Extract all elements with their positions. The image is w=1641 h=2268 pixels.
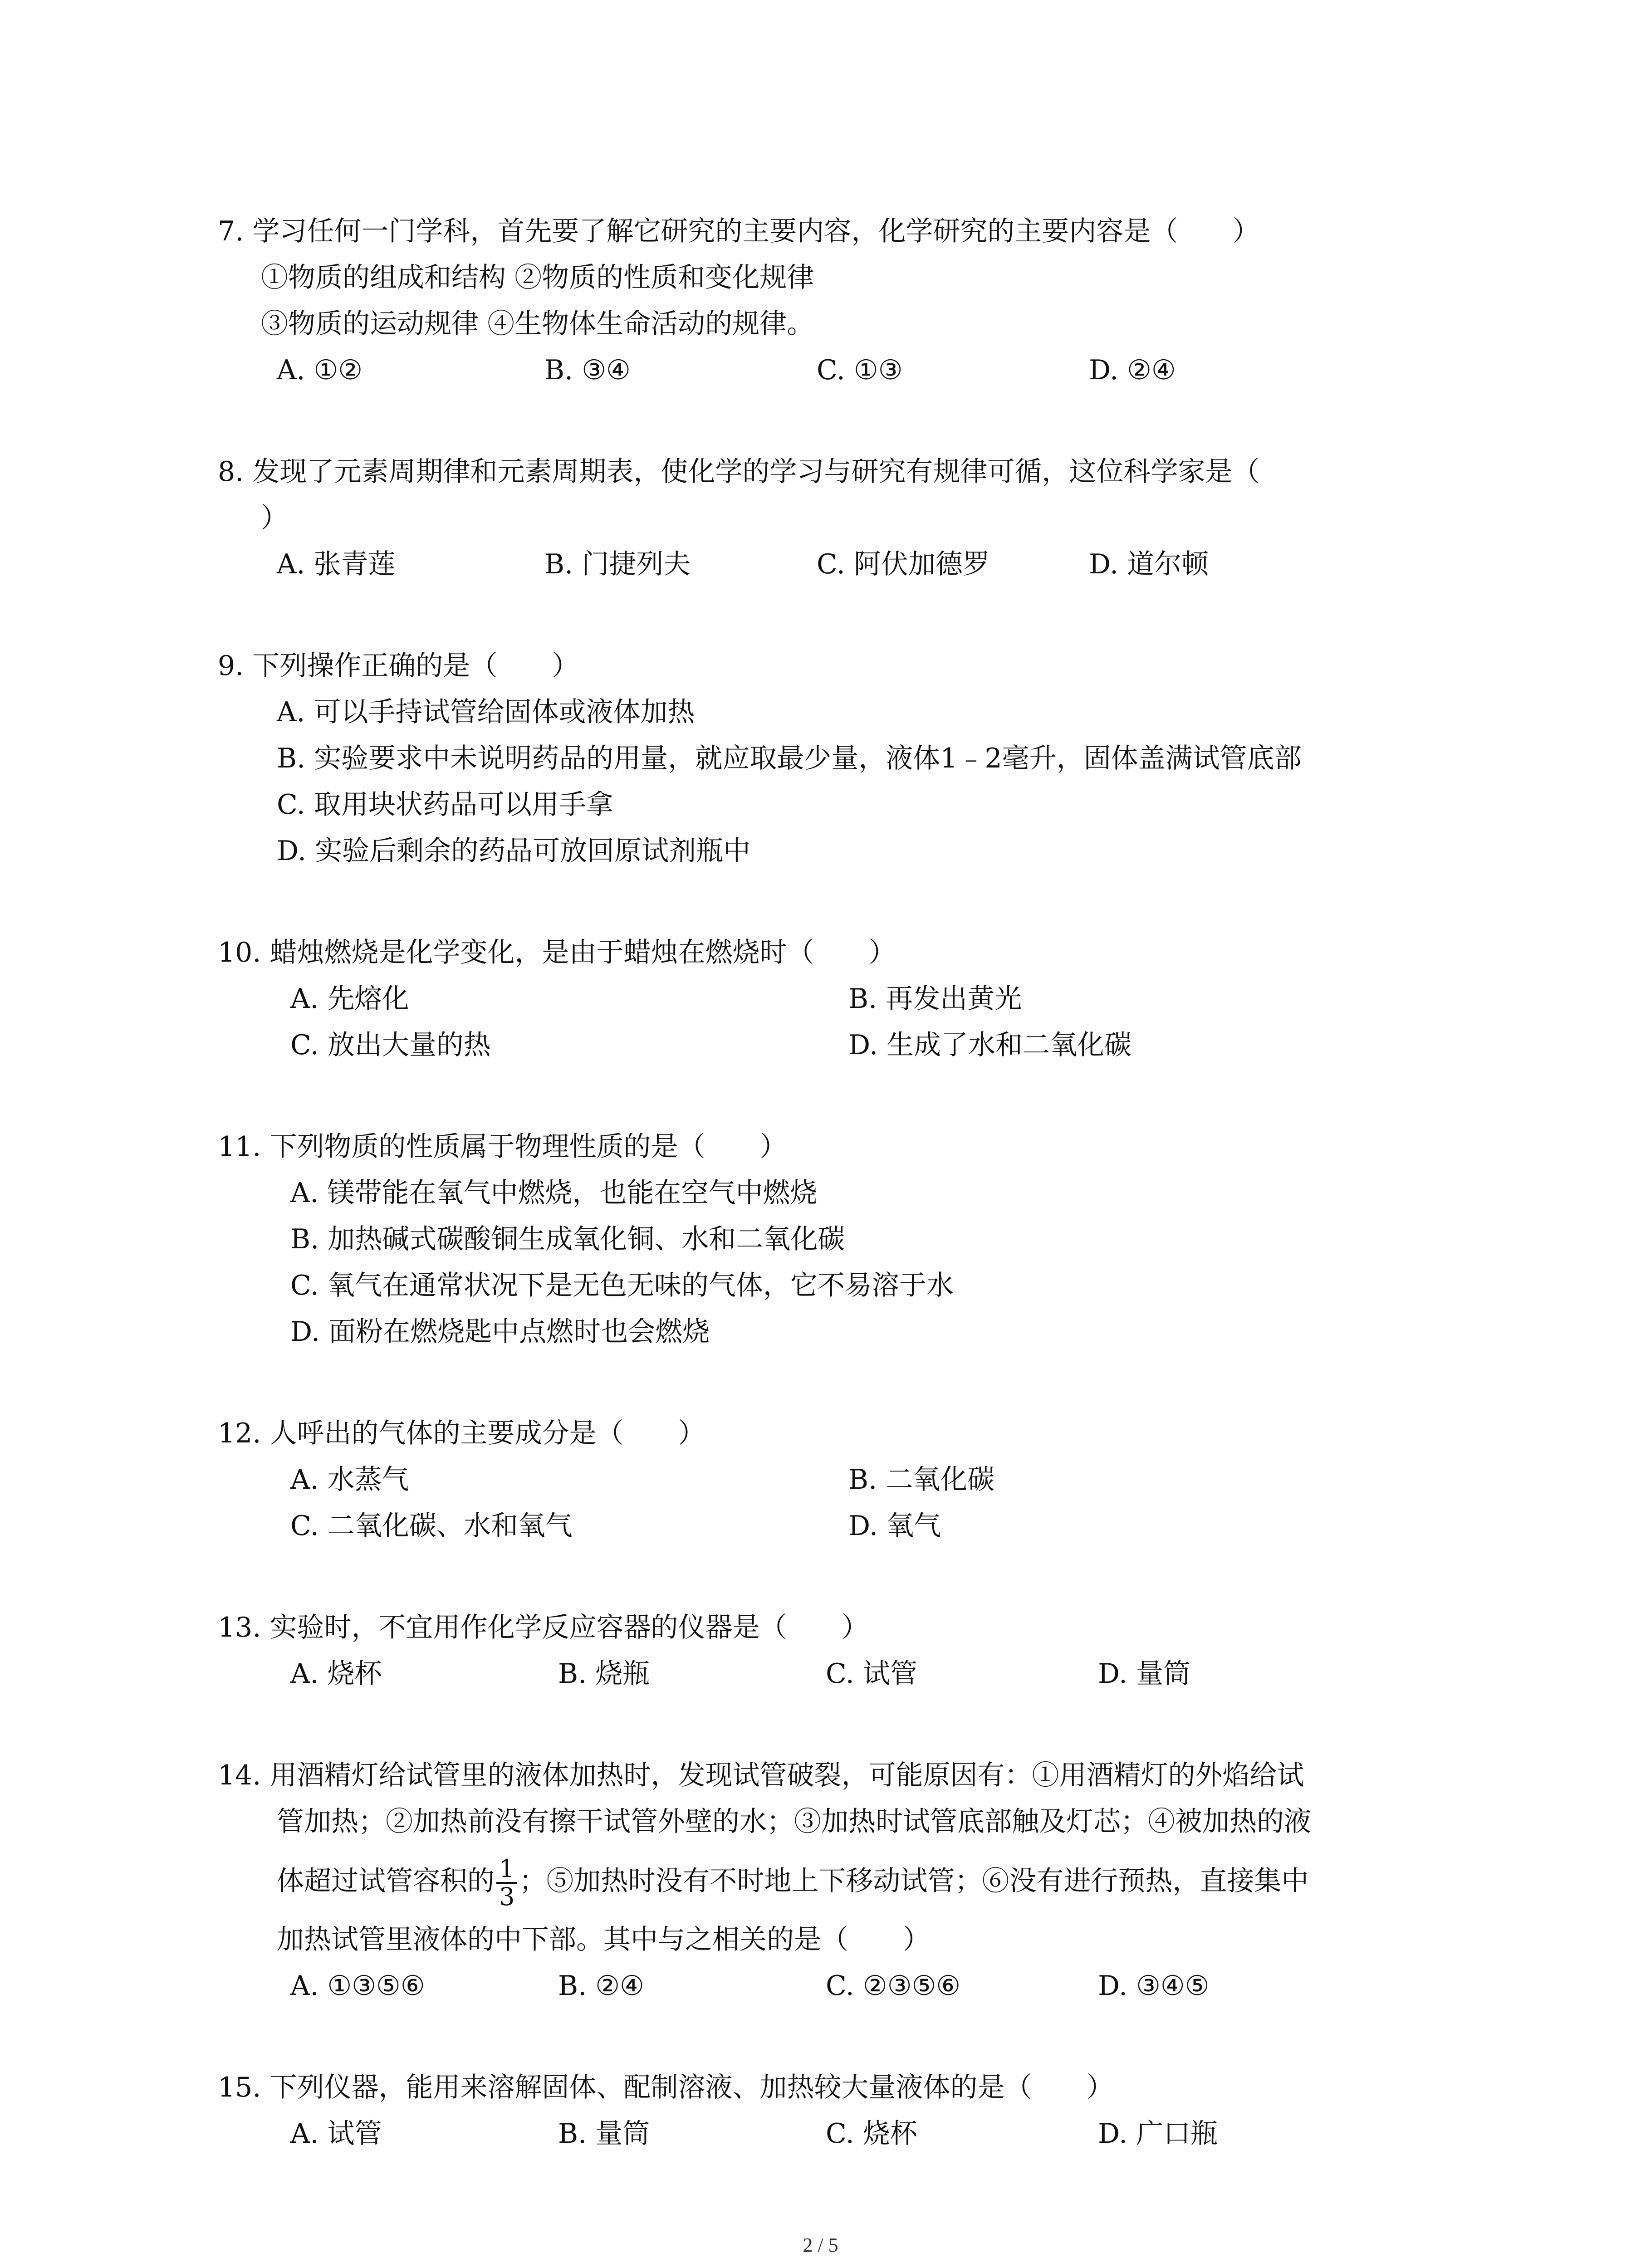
q7-option-b: B. ③④ [544,354,631,386]
fraction-numerator: 1 [496,1856,517,1884]
q8-option-c: C. 阿伏加德罗 [817,548,990,580]
page-number: 2 / 5 [803,2234,838,2256]
q14-option-a: A. ①③⑤⑥ [290,1970,425,2002]
q7-items-line1: ①物质的组成和结构 ②物质的性质和变化规律 [261,262,814,293]
q10-option-c: C. 放出大量的热 [290,1029,491,1061]
q9-option-a: A. 可以手持试管给固体或液体加热 [277,696,695,728]
q7-option-d: D. ②④ [1089,354,1176,386]
q8-option-d: D. 道尔顿 [1089,548,1209,580]
q10-stem: 10. 蜡烛燃烧是化学变化，是由于蜡烛在燃烧时（ ） [218,937,896,968]
q12-option-c: C. 二氧化碳、水和氧气 [290,1510,573,1542]
q15-option-d: D. 广口瓶 [1098,2118,1218,2150]
q8-option-b: B. 门捷列夫 [544,548,691,580]
q13-option-d: D. 量筒 [1098,1658,1191,1690]
q15-stem: 15. 下列仪器，能用来溶解固体、配制溶液、加热较大量液体的是（ ） [218,2072,1114,2103]
q12-option-d: D. 氧气 [848,1510,941,1542]
q10-option-a: A. 先熔化 [290,983,409,1015]
q7-items-line2: ③物质的运动规律 ④生物体生命活动的规律。 [261,308,814,340]
q14-stem-line2: 管加热；②加热前没有擦干试管外壁的水；③加热时试管底部触及灯芯；④被加热的液 [277,1806,1311,1838]
q11-stem: 11. 下列物质的性质属于物理性质的是（ ） [218,1131,787,1163]
q11-option-a: A. 镁带能在氧气中燃烧，也能在空气中燃烧 [290,1177,818,1209]
q14-option-c: C. ②③⑤⑥ [826,1970,961,2002]
q11-option-b: B. 加热碱式碳酸铜生成氧化铜、水和二氧化碳 [290,1223,845,1255]
q15-option-b: B. 量筒 [558,2118,650,2150]
q10-option-b: B. 再发出黄光 [848,983,1022,1015]
q14-stem-line3 [277,1852,1308,1911]
q14-option-b: B. ②④ [558,1970,644,2002]
q8-stem-cont: ） [261,502,288,534]
q14-line3-pre: 体超过试管容积的 [277,1865,495,1897]
q13-stem: 13. 实验时，不宜用作化学反应容器的仪器是（ ） [218,1612,869,1643]
q14-line3-post: ；⑤加热时没有不时地上下移动试管；⑥没有进行预热，直接集中 [519,1865,1309,1897]
q7-option-a: A. ①② [277,354,363,386]
q7-option-c: C. ①③ [817,354,903,386]
q9-option-d: D. 实验后剩余的药品可放回原试剂瓶中 [277,835,751,867]
q13-option-a: A. 烧杯 [290,1658,382,1690]
q15-option-a: A. 试管 [290,2118,382,2150]
q8-option-a: A. 张青莲 [277,548,396,580]
q8-stem: 8. 发现了元素周期律和元素周期表，使化学的学习与研究有规律可循，这位科学家是（ [218,456,1260,488]
q11-option-c: C. 氧气在通常状况下是无色无味的气体，它不易溶于水 [290,1270,954,1301]
q12-option-b: B. 二氧化碳 [848,1464,995,1496]
q10-option-d: D. 生成了水和二氧化碳 [848,1029,1132,1061]
q14-stem-line1: 14. 用酒精灯给试管里的液体加热时，发现试管破裂，可能原因有：①用酒精灯的外焰给试 [218,1760,1304,1791]
q9-option-c: C. 取用块状药品可以用手拿 [277,789,613,821]
q9-stem: 9. 下列操作正确的是（ ） [218,650,579,682]
q15-option-c: C. 烧杯 [826,2118,917,2150]
q9-option-b: B. 实验要求中未说明药品的用量，就应取最少量，液体1﹣2毫升，固体盖满试管底部 [277,743,1302,774]
q14-option-d: D. ③④⑤ [1098,1970,1210,2002]
q13-option-c: C. 试管 [826,1658,917,1690]
fraction-denominator: 3 [499,1882,515,1911]
q13-option-b: B. 烧瓶 [558,1658,650,1690]
q12-stem: 12. 人呼出的气体的主要成分是（ ） [218,1418,705,1449]
q12-option-a: A. 水蒸气 [290,1464,409,1496]
one-third-fraction [496,1856,517,1910]
q7-stem: 7. 学习任何一门学科，首先要了解它研究的主要内容，化学研究的主要内容是（ ） [218,215,1260,247]
q14-stem-line4: 加热试管里液体的中下部。其中与之相关的是（ ） [277,1924,930,1955]
q11-option-d: D. 面粉在燃烧匙中点燃时也会燃烧 [290,1316,710,1348]
